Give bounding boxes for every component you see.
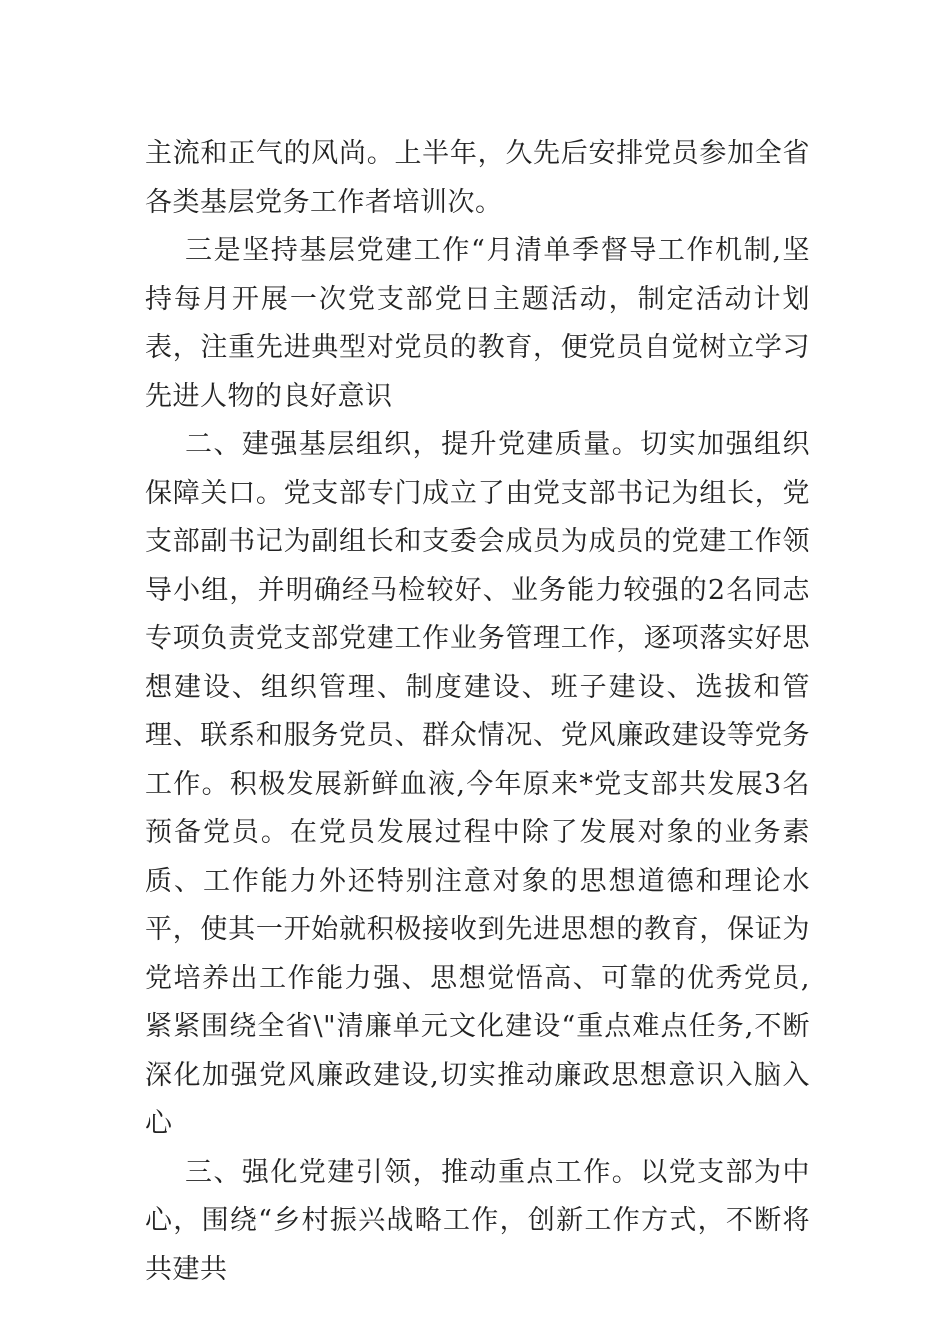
paragraph-third-measure: 三是坚持基层党建工作“月清单季督导工作机制,坚持每月开展一次党支部党日主题活动，制定活动计划表，注重先进典型对党员的教育，便党员自觉树立学习先进人物的良好意识 <box>145 235 810 412</box>
paragraph-continuation: 主流和正气的风尚。上半年，久先后安排党员参加全省各类基层党务工作者培训次。 <box>145 138 810 218</box>
document-body <box>145 130 810 1294</box>
paragraph-section-three: 三、强化党建引领，推动重点工作。以党支部为中心，围绕“乡村振兴战略工作，创新工作方式，不断将共建共 <box>145 1156 810 1285</box>
paragraph-section-two: 二、建强基层组织，提升党建质量。切实加强组织保障关口。党支部专门成立了由党支部书记为组长，党支部副书记为副组长和支委会成员为成员的党建工作领导小组，并明确经马检较好、业务能力较强的2名同志专项负责党支部党建工作业务管理工作，逐项落实好思想建设、组织管理、制度建设、班子建设、选拔和管理、联系和服务党员、群众情况、党风廉政建设等党务工作。积极发展新鲜血液,今年原来*党支部共发展3名预备党员。在党员发展过程中除了发展对象的业务素质、工作能力外还特别注意对象的思想道德和理论水平，使其一开始就积极接收到先进思想的教育，保证为党培养出工作能力强、思想觉悟高、可靠的优秀党员,紧紧围绕全省\"清廉单元文化建设“重点难点任务,不断深化加强党风廉政建设,切实推动廉政思想意识入脑入心 <box>145 429 810 1139</box>
